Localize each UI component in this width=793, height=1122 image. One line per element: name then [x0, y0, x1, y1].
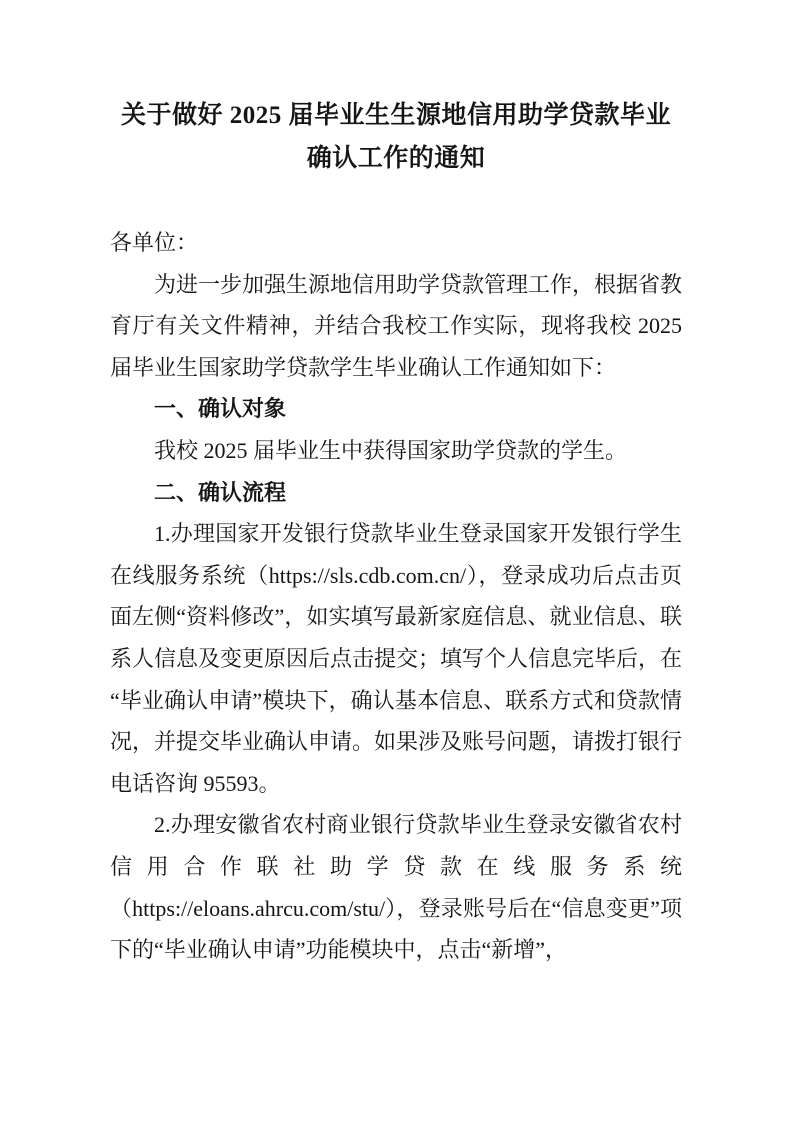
section2-step2-paragraph: 2.办理安徽省农村商业银行贷款毕业生登录安徽省农村信用合作联社助学贷款在线服务系统（https://eloans.ahrcu.com/stu/），登录账号后在“信息变更”项下的“毕业确认申请”功能模块中，点击“新增”，	[110, 812, 682, 963]
section1-heading: 一、确认对象	[154, 396, 287, 422]
document-body	[110, 222, 682, 971]
intro-paragraph: 为进一步加强生源地信用助学贷款管理工作，根据省教育厅有关文件精神，并结合我校工作实际，现将我校 2025 届毕业生国家助学贷款学生毕业确认工作通知如下：	[110, 271, 683, 380]
section2-step1-paragraph: 1.办理国家开发银行贷款毕业生登录国家开发银行学生在线服务系统（https://sls.cdb.com.cn/），登录成功后点击页面左侧“资料修改”，如实填写最新家庭信息、就业信息、联系人信息及变更原因后点击提交；填写个人信息完毕后，在“毕业确认申请”模块下，确认基本信息、联系方式和贷款情况，并提交毕业确认申请。如果涉及账号问题，请拨打银行电话咨询 95593。	[110, 521, 683, 796]
document-title: 关于做好 2025 届毕业生生源地信用助学贷款毕业确认工作的通知	[120, 102, 671, 172]
salutation: 各单位：	[110, 230, 199, 255]
document-content	[110, 94, 682, 971]
section2-heading: 二、确认流程	[154, 479, 287, 505]
section1-body: 我校 2025 届毕业生中获得国家助学贷款的学生。	[154, 437, 628, 463]
